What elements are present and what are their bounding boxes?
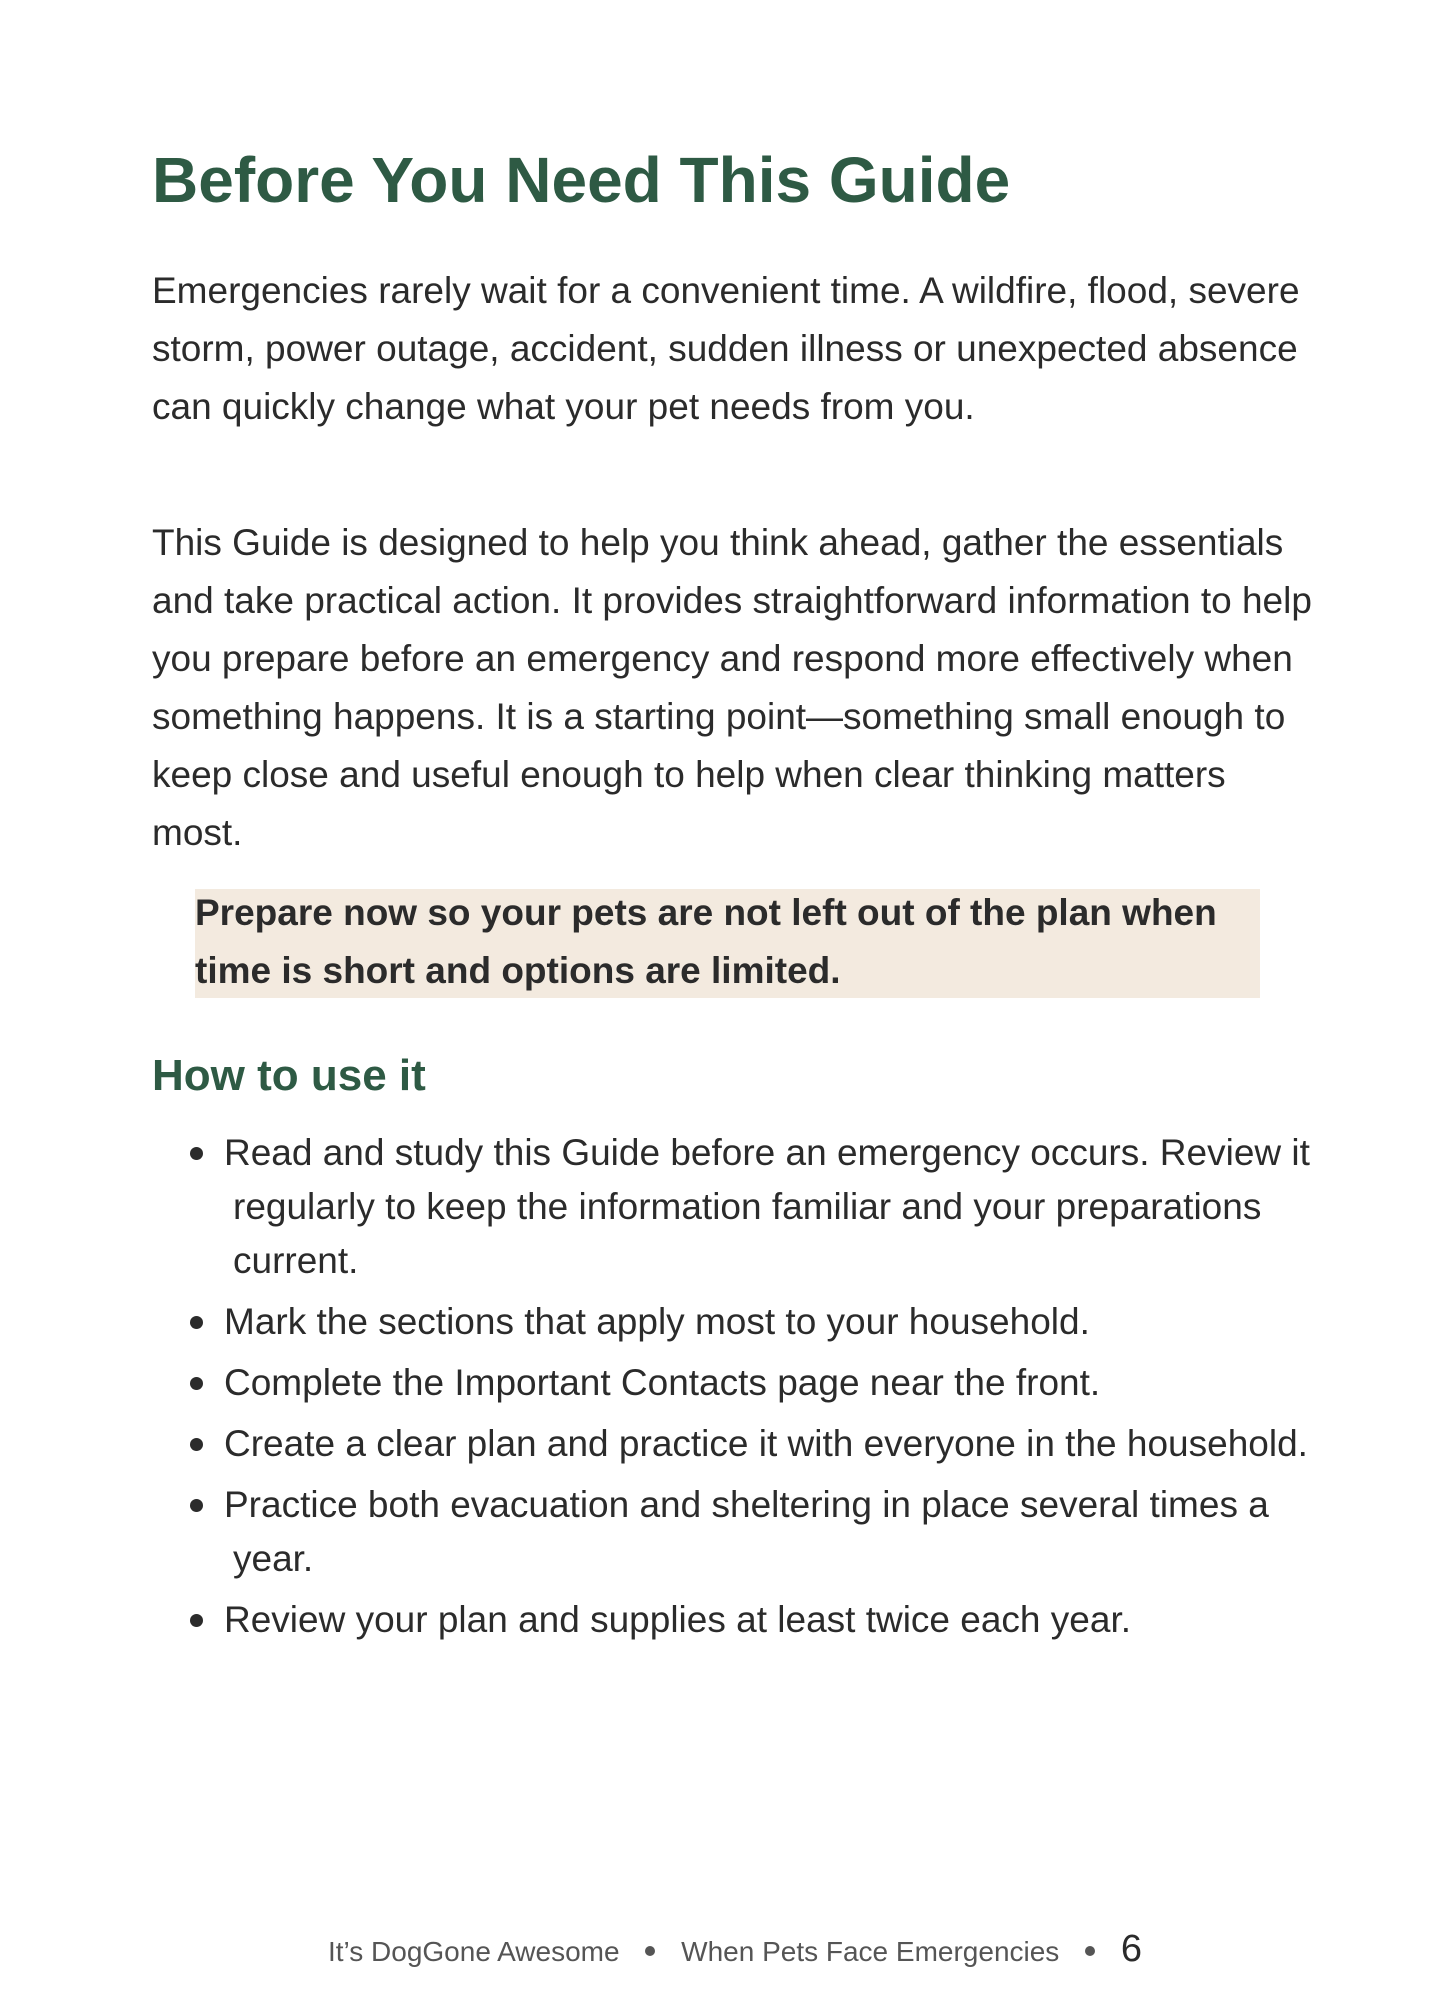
bullet-icon	[190, 1499, 203, 1512]
list-item	[190, 1478, 1340, 1586]
separator-dot-icon	[645, 1946, 655, 1956]
page-footer	[0, 1928, 1430, 1971]
callout-box	[195, 889, 1260, 998]
list-item-text: Review your plan and supplies at least twice each year.	[224, 1599, 1132, 1640]
guide-description-paragraph: This Guide is designed to help you think ahead, gather the essentials and take practical action. It provides straightforward information to help you prepare before an emergency and respond more effectively when something happens. It is a starting point—something small enough to keep close and useful enough to help when clear thinking matters most.	[152, 522, 1312, 853]
intro-paragraph: Emergencies rarely wait for a convenient time. A wildfire, flood, severe storm, power outage, accident, sudden illness or unexpected absence can quickly change what your pet needs from you.	[152, 270, 1300, 427]
bullet-icon	[190, 1147, 203, 1160]
list-item-text: Mark the sections that apply most to your household.	[224, 1301, 1090, 1342]
footer-publication: When Pets Face Emergencies	[681, 1936, 1060, 1967]
instructions-list	[190, 1126, 1340, 1654]
section-heading: How to use it	[152, 1051, 426, 1100]
bullet-icon	[190, 1316, 203, 1329]
list-item-text: Complete the Important Contacts page near the front.	[224, 1362, 1101, 1403]
page-number: 6	[1120, 1928, 1143, 1970]
bullet-icon	[190, 1377, 203, 1390]
list-item	[190, 1593, 1340, 1647]
list-item-text: Read and study this Guide before an emergency occurs. Review it regularly to keep the information familiar and your preparations current.	[224, 1132, 1310, 1281]
footer-content	[328, 1928, 1142, 1971]
list-item	[190, 1417, 1340, 1471]
list-item-text: Practice both evacuation and sheltering in place several times a year.	[224, 1484, 1269, 1579]
separator-dot-icon	[1085, 1946, 1095, 1956]
page-title: Before You Need This Guide	[152, 144, 1011, 216]
list-item-text: Create a clear plan and practice it with everyone in the household.	[224, 1423, 1308, 1464]
bullet-icon	[190, 1438, 203, 1451]
callout-text: Prepare now so your pets are not left out of the plan when time is short and options are limited.	[195, 892, 1217, 991]
bullet-icon	[190, 1614, 203, 1627]
list-item	[190, 1295, 1340, 1349]
list-item	[190, 1126, 1340, 1288]
footer-brand: It’s DogGone Awesome	[327, 1936, 620, 1967]
list-item	[190, 1356, 1340, 1410]
